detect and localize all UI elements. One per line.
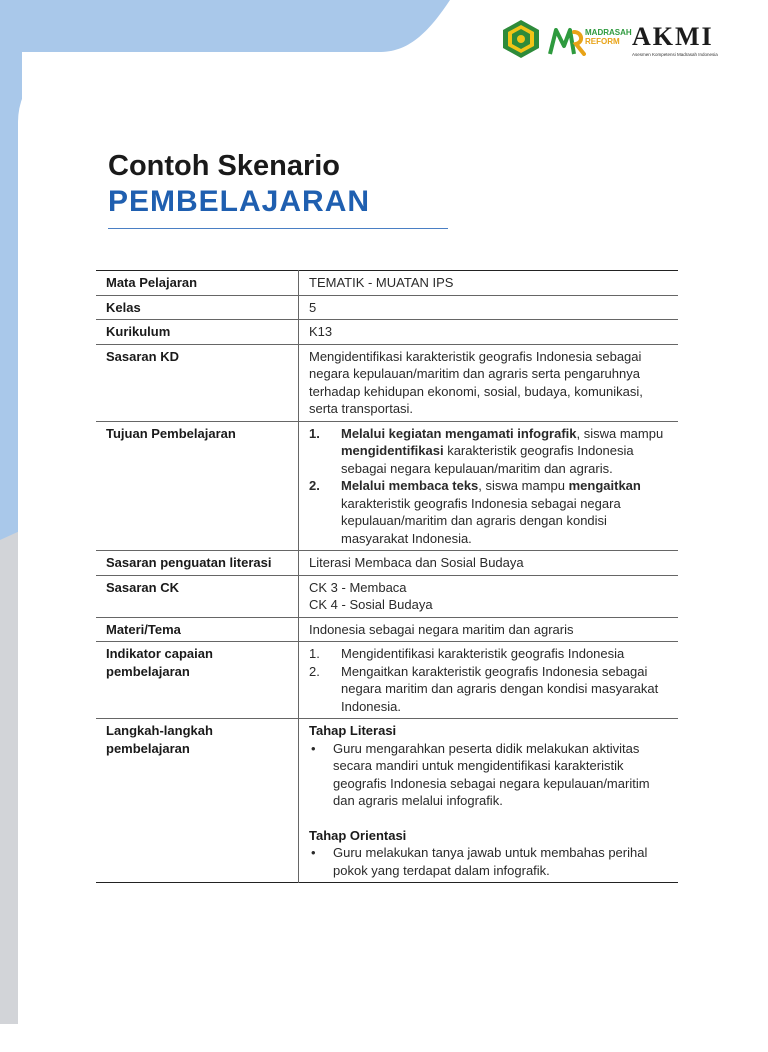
row-value <box>299 575 679 617</box>
table-row <box>96 551 678 576</box>
goal-text: , siswa mampu <box>478 478 569 493</box>
list-item <box>309 477 668 547</box>
header-logos <box>500 18 740 62</box>
ck-line: CK 4 - Sosial Budaya <box>309 597 433 612</box>
table-row <box>96 271 678 296</box>
stage-bullets <box>309 844 668 879</box>
row-label: Kelas <box>96 295 299 320</box>
goal-text: karakteristik geografis Indonesia sebagai negara kepulauan/maritim dan agraris dengan kondisi masyarakat Indonesia. <box>341 495 621 546</box>
ck-line: CK 3 - Membaca <box>309 579 407 595</box>
table-row <box>96 295 678 320</box>
row-value: Indonesia sebagai negara maritim dan agraris <box>299 617 679 642</box>
row-value: Literasi Membaca dan Sosial Budaya <box>299 551 679 576</box>
list-item <box>309 663 668 716</box>
list-number: 1. <box>309 646 320 661</box>
list-number: 1. <box>309 425 320 441</box>
row-value: 5 <box>299 295 679 320</box>
row-label: Sasaran CK <box>96 575 299 617</box>
table-row <box>96 617 678 642</box>
akmi-logo: AKMI <box>632 22 714 51</box>
lesson-info-table <box>96 270 678 883</box>
row-label: Materi/Tema <box>96 617 299 642</box>
indicator-text: Mengidentifikasi karakteristik geografis Indonesia <box>341 646 625 661</box>
goal-text: karakteristik geografis Indonesia sebagai negara kepulauan/maritim dan agraris. <box>341 443 634 476</box>
list-item: • Guru mengarahkan peserta didik melakukan aktivitas secara mandiri untuk mengidentifikasi karakteristik geografis Indonesia sebagai negara kepulauan/maritim dan agraris melalui infografik. <box>309 740 668 810</box>
spacer <box>309 810 668 827</box>
stage-bullets <box>309 740 668 810</box>
goal-emphasis: Melalui membaca teks <box>341 478 479 493</box>
madrasah-reform-logo-icon <box>548 24 586 56</box>
row-label: Sasaran KD <box>96 344 299 421</box>
kemenag-logo-icon <box>500 18 542 60</box>
list-item <box>309 425 668 478</box>
title-line-2: PEMBELAJARAN <box>108 185 371 218</box>
goal-emphasis: Melalui kegiatan mengamati infografik <box>341 425 577 441</box>
goals-list <box>309 425 668 548</box>
row-label: Indikator capaian pembelajaran <box>96 642 299 719</box>
madrasah-reform-wordmark: MADRASAH REFORM <box>585 28 632 46</box>
row-label: Langkah-langkah pembelajaran <box>96 719 299 883</box>
goal-verb: mengaitkan <box>568 478 641 493</box>
title-underline <box>108 228 448 229</box>
table-row <box>96 719 678 883</box>
row-label: Kurikulum <box>96 320 299 345</box>
indicator-text: Mengaitkan karakteristik geografis Indonesia sebagai negara maritim dan agraris dengan kondisi masyarakat Indonesia. <box>341 663 659 714</box>
goal-text: , siswa mampu <box>576 425 664 441</box>
stage-heading: Tahap Orientasi <box>309 827 407 843</box>
table-row <box>96 344 678 421</box>
row-label: Tujuan Pembelajaran <box>96 421 299 551</box>
list-number: 2. <box>309 478 320 493</box>
row-value: Mengidentifikasi karakteristik geografis Indonesia sebagai negara kepulauan/maritim dan agraris serta pengaruhnya terhadap kehidupan ekonomi, sosial, budaya, komunikasi, serta transportasi. <box>299 344 679 421</box>
table-row <box>96 421 678 551</box>
row-value: TEMATIK - MUATAN IPS <box>299 271 679 296</box>
row-label: Mata Pelajaran <box>96 271 299 296</box>
title-line-1: Contoh Skenario <box>108 150 341 182</box>
row-value <box>299 642 679 719</box>
list-number: 2. <box>309 663 320 679</box>
akmi-subtitle: Asesmen Kompetensi Madrasah Indonesia <box>632 52 718 57</box>
row-value <box>299 719 679 883</box>
row-value: K13 <box>299 320 679 345</box>
table-row <box>96 642 678 719</box>
table-row <box>96 320 678 345</box>
stage-heading: Tahap Literasi <box>309 723 397 738</box>
goal-verb: mengidentifikasi <box>341 443 444 458</box>
indicator-list <box>309 645 668 715</box>
list-item: • Guru melakukan tanya jawab untuk membahas perihal pokok yang terdapat dalam infografik. <box>309 844 668 879</box>
row-label: Sasaran penguatan literasi <box>96 551 299 576</box>
page-title <box>108 148 370 220</box>
table-row <box>96 575 678 617</box>
row-value <box>299 421 679 551</box>
list-item <box>309 645 668 663</box>
